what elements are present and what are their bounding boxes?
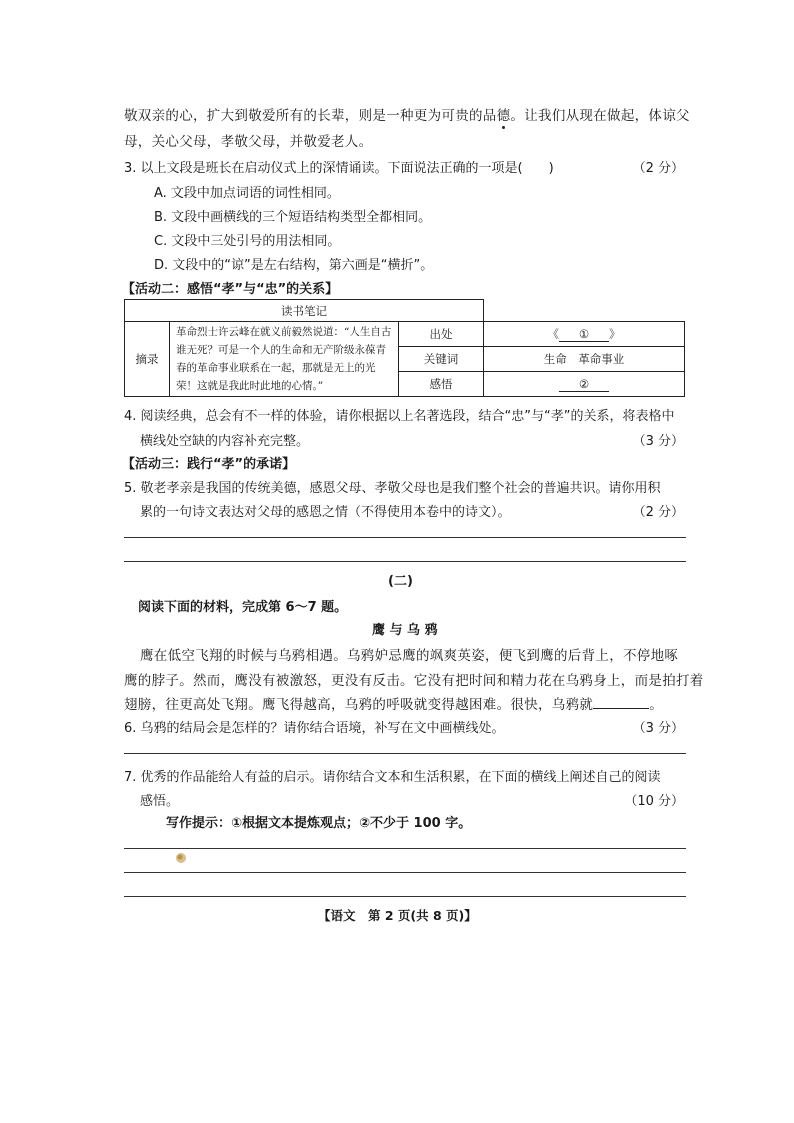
q3-stem: 3. 以上文段是班长在启动仪式上的深情诵读。下面说法正确的一项是( ): [124, 161, 554, 176]
section2-label: (二): [388, 574, 413, 589]
q7-answer-line-3[interactable]: [124, 896, 686, 897]
intro-line-2: 母，关心父母，孝敬父母，并敬爱老人。: [124, 134, 373, 150]
q7-answer-line-1[interactable]: [124, 848, 686, 849]
story-line-1: 鹰在低空飞翔的时候与乌鸦相遇。乌鸦妒忌鹰的飒爽英姿，便飞到鹰的后背上，不停地啄: [140, 648, 679, 664]
q5-line-1: 5. 敬老孝亲是我国的传统美德，感恩父母、孝敬父母也是我们整个社会的普遍共识。请你用积: [124, 481, 661, 496]
q3-score: （2 分）: [632, 161, 684, 176]
q7-line-1: 7. 优秀的作品能给人有益的启示。请你结合文本和生活积累，在下面的横线上阐述自己的阅读: [124, 770, 661, 785]
activity2-title: 【活动二：感悟“孝”与“忠”的关系】: [122, 282, 339, 297]
q3-option-c: C. 文段中三处引号的用法相同。: [154, 234, 341, 249]
field-insight-label: 感悟: [399, 372, 484, 397]
blank-2[interactable]: ②: [559, 377, 609, 392]
intro-line-1: 敬双亲的心，扩大到敬爱所有的长辈，则是一种更为可贵的品德。让我们从现在做起，体谅父: [124, 108, 690, 124]
q5-answer-line-1[interactable]: [124, 537, 686, 538]
excerpt-label: 摘录: [125, 322, 170, 397]
q3-option-d: D. 文段中的“谅”是左右结构，第六画是“横折”。: [154, 258, 434, 273]
story-title: 鹰 与 乌 鸦: [372, 623, 438, 638]
q6-answer-line[interactable]: [124, 753, 686, 754]
reading-note-header: 读书笔记: [125, 300, 484, 322]
q3-option-b: B. 文段中画横线的三个短语结构类型全都相同。: [154, 210, 432, 225]
field-keyword-label: 关键词: [399, 347, 484, 372]
activity3-title: 【活动三：践行“孝”的承诺】: [122, 457, 296, 472]
story-line-3: 翅膀，往更高处飞翔。鹰飞得越高，乌鸦的呼吸就变得越困难。很快，乌鸦就 。: [124, 697, 664, 713]
q6-score: （3 分）: [632, 721, 684, 736]
field-source-value[interactable]: 《 ① 》: [484, 322, 685, 347]
q5-line-2: 累的一句诗文表达对父母的感恩之情（不得使用本卷中的诗文）。: [140, 505, 511, 520]
section2-instruction: 阅读下面的材料，完成第 6～7 题。: [138, 600, 348, 615]
q7-score: （10 分）: [624, 794, 684, 809]
excerpt-quote: 革命烈士许云峰在就义前毅然说道：“人生自古谁无死？可是一个人的生命和无产阶级永葆青春的革命事业联系在一起，那就是无上的光荣！这就是我此时此地的心情。”: [170, 322, 399, 397]
field-insight-value[interactable]: [484, 372, 685, 397]
q5-answer-line-2[interactable]: [124, 561, 686, 562]
dotted-char: 德: [496, 108, 511, 124]
story-line-2: 鹰的脖子。然而，鹰没有被激怒，更没有反击。它没有把时间和精力花在乌鸦身上，而是拍打着: [124, 673, 704, 689]
q4-score: （3 分）: [632, 434, 684, 449]
field-keyword-value: 生命 革命事业: [484, 347, 685, 372]
q7-answer-line-2[interactable]: [124, 872, 686, 873]
q6-stem: 6. 乌鸦的结局会是怎样的？请你结合语境，补写在文中画横线处。: [124, 721, 505, 736]
q7-line-2: 感悟。: [140, 794, 180, 809]
q5-score: （2 分）: [632, 505, 684, 520]
q4-line-2: 横线处空缺的内容补充完整。: [140, 434, 310, 449]
blank-1[interactable]: ①: [559, 327, 609, 342]
field-source-label: 出处: [399, 322, 484, 347]
q3-option-a: A. 文段中加点词语的词性相同。: [154, 186, 340, 201]
stain-mark-icon: [174, 851, 188, 865]
reading-note-table: [124, 299, 685, 397]
q4-line-1: 4. 阅读经典，总会有不一样的体验，请你根据以上名著选段，结合“忠”与“孝”的关系，将表格中: [124, 409, 675, 424]
writing-hint: 写作提示：①根据文本提炼观点；②不少于 100 字。: [166, 816, 472, 831]
story-blank[interactable]: [593, 696, 649, 709]
page-footer: 【语文 第 2 页(共 8 页)】: [318, 908, 477, 923]
